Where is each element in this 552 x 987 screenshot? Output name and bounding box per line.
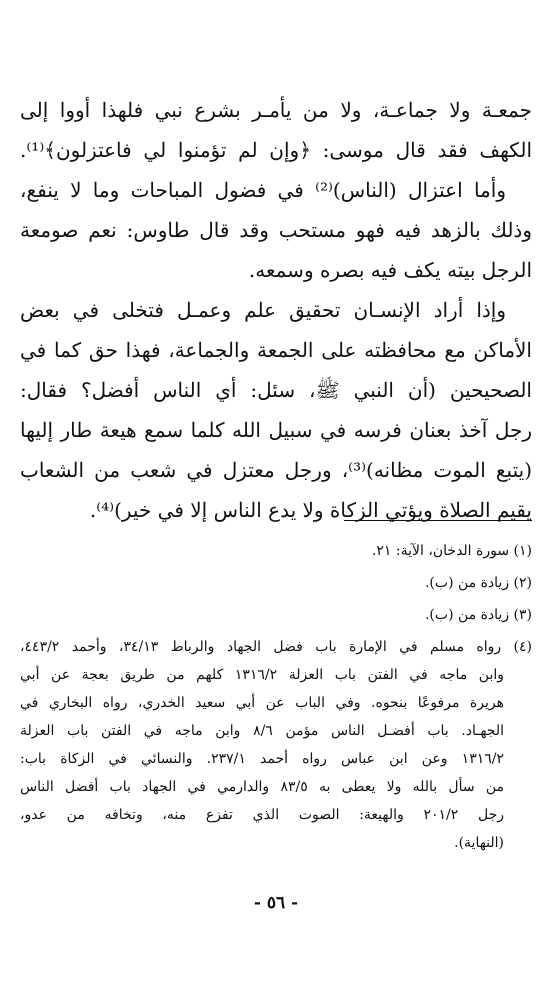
footnote-4 — [20, 633, 532, 857]
footnote-line: (٣) زيادة من (ب). — [424, 607, 532, 623]
text-line: (يتبع الموت مظانه)⁽³⁾، ورجل معتزل في شعب من الشعاب — [20, 458, 532, 482]
main-text — [20, 90, 532, 530]
footnote-line: (١) سورة الدخان، الآية: ٢١. — [371, 543, 532, 559]
footnote-2 — [20, 569, 532, 597]
text-line: وإذا أراد الإنسـان تحقيق علم وعمـل فتخلى في بعض — [20, 298, 506, 322]
footnote-line: الجهـاد. باب أفضـل الناس مؤمن ٨/٦ وابن ماجه في الفتن باب العزلة — [20, 723, 504, 739]
page-number: - ٥٦ - — [253, 893, 299, 913]
footnote-line: من سأل بالله ولا يعطى به ٨٣/٥ والدارمي في الجهاد باب أفضل الناس — [20, 779, 504, 795]
text-line: الأماكن مع محافظته على الجمعة والجماعة، فهذا حق كما في — [20, 338, 532, 362]
footnote-line: رجل ٢٠١/٢ والهيعة: الصوت الذي تفزع منه، وتخافه من عدو، — [20, 807, 505, 823]
text-line: وأما اعتزال (الناس)⁽²⁾ في فضول المباحات وما لا ينفع، — [20, 178, 506, 202]
text-line: الصحيحين (أن النبي ﷺ، سئل: أي الناس أفضل؟ فقال: — [20, 378, 532, 402]
footnotes — [20, 537, 532, 861]
footnote-line: (النهاية). — [454, 835, 504, 851]
footnote-separator — [344, 520, 532, 521]
text-line: يقيم الصلاة ويؤتي الزكاة ولا يدع الناس إلا في خير)⁽⁴⁾. — [89, 498, 532, 522]
footnote-line: وابن ماجه في الفتن باب العزلة ١٣١٦/٢ كلهم من طريق بعجة عن أبي — [20, 667, 505, 683]
footnote-line: (٢) زيادة من (ب). — [424, 575, 532, 591]
footnote-line: (٤) رواه مسلم في الإمارة باب فضل الجهاد والرباط ٣٤/١٣، وأحمد ٤٤٣/٢، — [20, 639, 532, 655]
footnote-1 — [20, 537, 532, 565]
text-line: الكهف فقد قال موسى: ﴿وإن لم تؤمنوا لي فاعتزلون﴾⁽¹⁾. — [20, 138, 532, 162]
footnote-3 — [20, 601, 532, 629]
text-line: وذلك بالزهد فيه فهو مستحب وقد قال طاوس: نعم صومعة — [20, 218, 532, 242]
text-line: جمعـة ولا جماعـة، ولا من يأمـر بشرع نبي فلهذا أووا إلى — [20, 98, 532, 122]
text-line: الرجل بيته يكف فيه بصره وسمعه. — [248, 258, 532, 282]
text-line: رجل آخذ بعنان فرسه في سبيل الله كلما سمع هيعة طار إليها — [20, 418, 532, 442]
footnote-line: ١٣١٦/٢ وعن ابن عباس رواه أحمد ٢٣٧/١. والنسائي في الزكاة باب: — [20, 751, 504, 767]
footnote-line: هريرة مرفوعًا بنحوه. وفي الباب عن أبي سعيد الخدري، رواه البخاري في — [20, 695, 504, 711]
